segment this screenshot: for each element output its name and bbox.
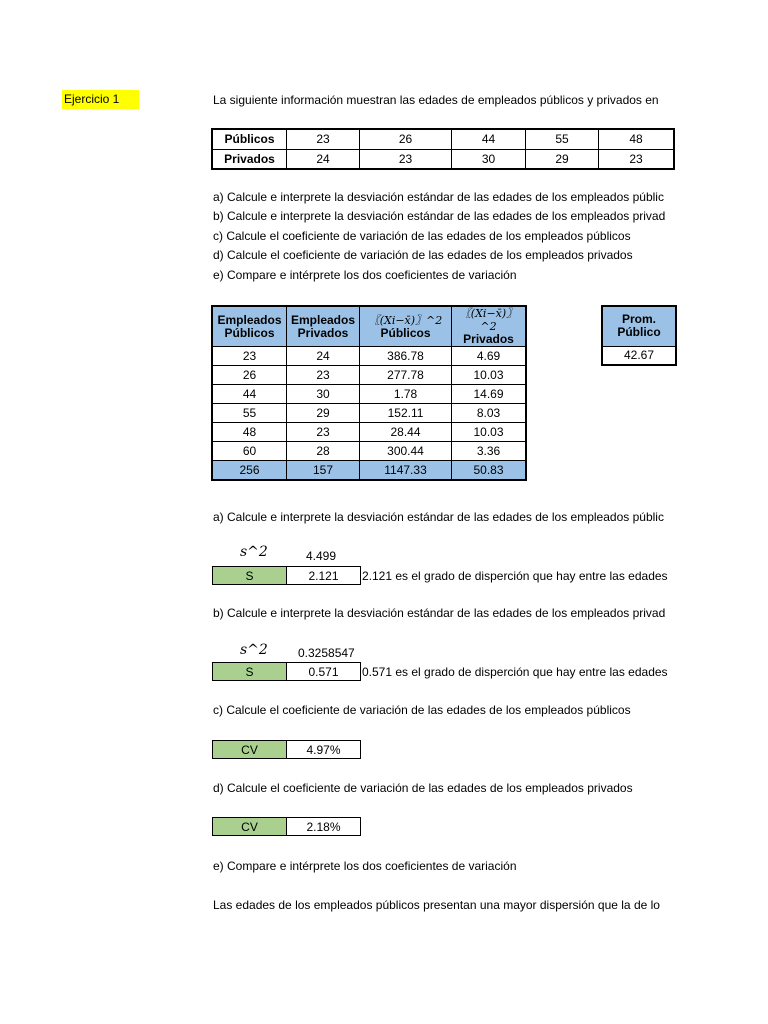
cv-label-c: CV <box>212 740 287 759</box>
header-line: Públicos <box>224 325 275 340</box>
ages-table <box>211 128 675 170</box>
cv-value-c: 4.97% <box>286 740 361 759</box>
table-cell: 152.11 <box>360 404 452 423</box>
table-cell: 23 <box>287 366 360 385</box>
header-line: Prom. <box>621 312 656 327</box>
table-cell: 277.78 <box>360 366 452 385</box>
table-row <box>212 423 526 442</box>
header-line: Empleados <box>217 312 282 327</box>
conclusion-text: Las edades de los empleados públicos presentan una mayor dispersión que la de lo <box>213 898 660 912</box>
header-deviation-publicos <box>360 306 452 347</box>
prom-value: 42.67 <box>602 346 676 365</box>
prom-header <box>602 306 676 346</box>
table-row <box>212 129 674 149</box>
s-label-b: S <box>212 662 287 681</box>
cv-value-d: 2.18% <box>286 817 361 836</box>
intro-text: La siguiente información muestran las edades de empleados públicos y privados en <box>213 93 659 107</box>
table-row <box>212 442 526 461</box>
header-formula: 〖(Xi−x̄)〗^2 <box>459 307 518 333</box>
interpretation-a: 2.121 es el grado de disperción que hay entre las edades <box>362 569 668 583</box>
question-a: a) Calcule e interprete la desviación estándar de las edades de los empleados públic <box>213 190 664 204</box>
table-row <box>212 347 526 366</box>
table-cell: 300.44 <box>360 442 452 461</box>
table-cell: 44 <box>212 385 287 404</box>
table-header-row <box>602 306 676 346</box>
s-label-a: S <box>212 566 287 585</box>
table-cell: 23 <box>212 347 287 366</box>
table-cell: 23 <box>599 149 675 169</box>
s2-value-a: 4.499 <box>306 549 337 563</box>
section-c-title: c) Calcule el coeficiente de variación de las edades de los empleados públicos <box>213 703 631 717</box>
table-cell: 23 <box>287 129 360 149</box>
table-cell: 386.78 <box>360 347 452 366</box>
s2-label-b: s^2 <box>240 642 268 658</box>
table-row <box>212 385 526 404</box>
table-cell: 24 <box>287 347 360 366</box>
table-cell: 29 <box>526 149 599 169</box>
total-cell: 256 <box>212 461 287 480</box>
table-cell: 55 <box>212 404 287 423</box>
row-label: Privados <box>212 149 287 169</box>
table-cell: 48 <box>599 129 675 149</box>
question-d: d) Calcule el coeficiente de variación de las edades de los empleados privados <box>213 248 633 262</box>
section-a-title: a) Calcule e interprete la desviación estándar de las edades de los empleados públic <box>213 510 664 524</box>
section-b-title: b) Calcule e interprete la desviación estándar de las edades de los empleados privad <box>213 606 666 620</box>
totals-row <box>212 461 526 480</box>
header-empleados-publicos <box>212 306 287 347</box>
table-cell: 4.69 <box>452 347 527 366</box>
table-cell: 48 <box>212 423 287 442</box>
header-line: Públicos <box>380 325 431 340</box>
s2-value-b: 0.3258547 <box>298 646 355 660</box>
header-formula: 〖(Xi−x̄)〗^2 <box>368 313 443 327</box>
table-cell: 23 <box>287 423 360 442</box>
table-cell: 10.03 <box>452 366 527 385</box>
prom-table <box>601 305 677 366</box>
header-deviation-privados <box>452 306 527 347</box>
interpretation-b: 0.571 es el grado de disperción que hay entre las edades <box>362 665 668 679</box>
question-c: c) Calcule el coeficiente de variación de las edades de los empleados públicos <box>213 229 631 243</box>
table-header-row <box>212 306 526 347</box>
table-cell: 10.03 <box>452 423 527 442</box>
table-row <box>212 149 674 169</box>
table-cell: 3.36 <box>452 442 527 461</box>
section-e-title: e) Compare e intérprete los dos coeficientes de variación <box>213 859 517 873</box>
question-e: e) Compare e intérprete los dos coeficientes de variación <box>213 268 517 282</box>
question-b: b) Calcule e interprete la desviación estándar de las edades de los empleados privad <box>213 209 666 223</box>
table-cell: 60 <box>212 442 287 461</box>
s-value-a: 2.121 <box>286 566 361 585</box>
header-line: Empleados <box>290 312 356 327</box>
table-cell: 24 <box>287 149 360 169</box>
table-cell: 1.78 <box>360 385 452 404</box>
total-cell: 157 <box>287 461 360 480</box>
header-line: Público <box>617 325 661 340</box>
table-cell: 26 <box>360 129 452 149</box>
row-label: Públicos <box>212 129 287 149</box>
table-cell: 29 <box>287 404 360 423</box>
table-cell: 30 <box>452 149 526 169</box>
cv-label-d: CV <box>212 817 287 836</box>
calc-table <box>211 305 527 481</box>
section-d-title: d) Calcule el coeficiente de variación de las edades de los empleados privados <box>213 781 633 795</box>
header-line: Privados <box>463 332 514 346</box>
header-empleados-privados <box>287 306 360 347</box>
total-cell: 1147.33 <box>360 461 452 480</box>
table-cell: 23 <box>360 149 452 169</box>
total-cell: 50.83 <box>452 461 527 480</box>
table-cell: 14.69 <box>452 385 527 404</box>
s-value-b: 0.571 <box>286 662 361 681</box>
table-cell: 8.03 <box>452 404 527 423</box>
table-cell: 30 <box>287 385 360 404</box>
table-cell: 26 <box>212 366 287 385</box>
exercise-label: Ejercicio 1 <box>62 90 139 109</box>
header-line: Privados <box>297 325 349 340</box>
table-cell: 44 <box>452 129 526 149</box>
table-row <box>212 404 526 423</box>
table-cell: 28.44 <box>360 423 452 442</box>
table-cell: 55 <box>526 129 599 149</box>
table-row <box>212 366 526 385</box>
s2-label-a: s^2 <box>240 544 268 560</box>
table-row <box>602 346 676 365</box>
table-cell: 28 <box>287 442 360 461</box>
